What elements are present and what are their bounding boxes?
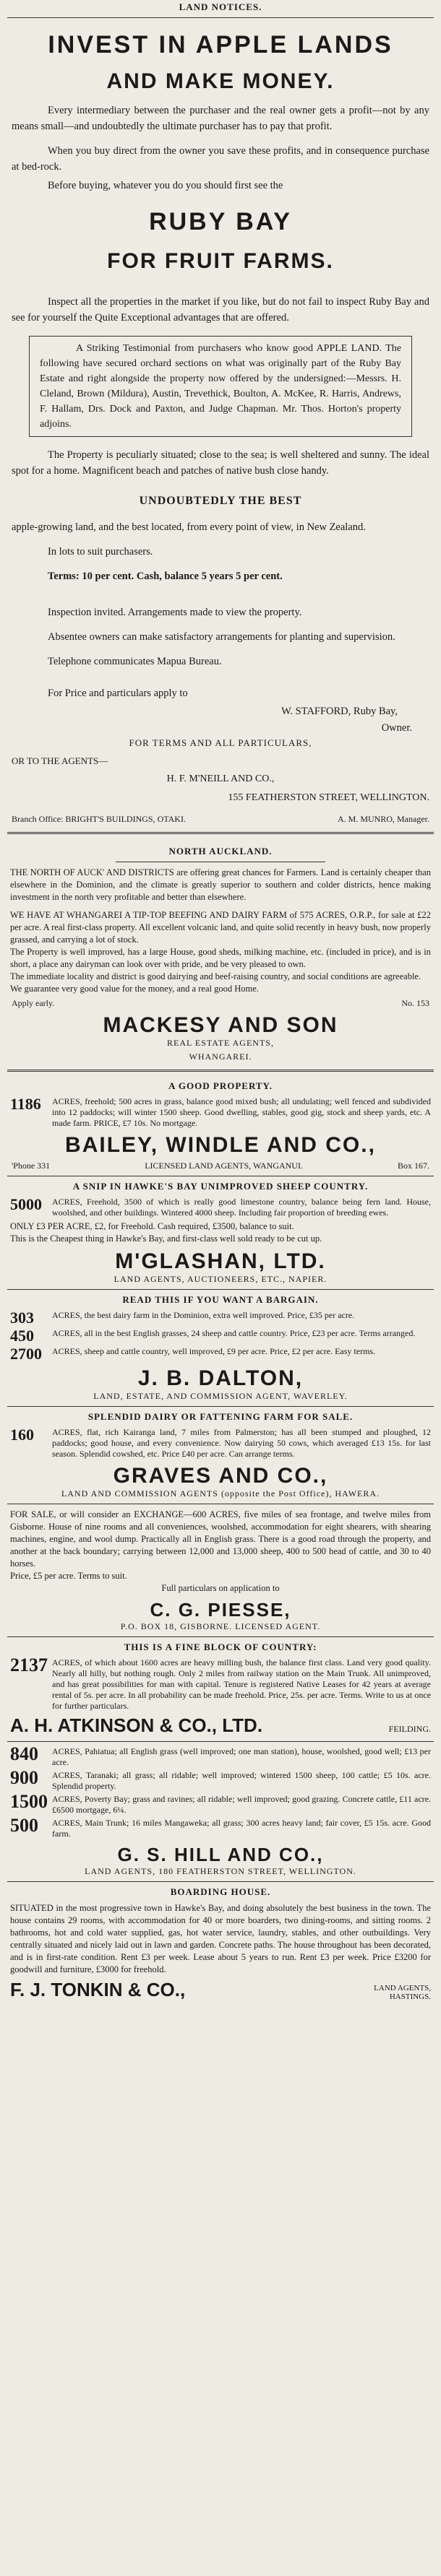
acreage: 900 — [10, 1767, 38, 1788]
paragraph: THE NORTH OF AUCK' AND DISTRICTS are offering great chances for Farmers. Land is certainly cheaper than elsewhere in the Dominion, and the climate is greatly superior to southern and colder districts, hence making investment in the north very profitable and better than elsewhere. — [10, 867, 431, 902]
listing-text: ACRES, Main Trunk; 16 miles Mangaweka; all grass; 300 acres heavy land; fair cover, £5 15s. acre. Good farm. — [52, 1818, 431, 1839]
acreage: 500 — [10, 1815, 38, 1836]
phone: 'Phone 331 — [12, 1161, 51, 1171]
apply-row — [12, 998, 429, 1009]
agent-name: G. S. HILL AND CO., — [117, 1844, 324, 1865]
divider — [7, 1289, 434, 1290]
acreage: 1500 — [10, 1791, 48, 1812]
advert-number: No. 153 — [401, 998, 429, 1008]
listing-text: ACRES, Taranaki; all grass; all ridable; well improved; wintered 1500 sheep, 100 cattle; £5 10s. acre. Splendid property. — [52, 1770, 431, 1791]
header-rule — [7, 17, 434, 18]
listing-row — [10, 1743, 431, 1768]
agent-row — [10, 1979, 431, 2001]
advert-subheadline: AND MAKE MONEY. — [106, 69, 335, 93]
advert-title: SPLENDID DAIRY OR FATTENING FARM FOR SALE. — [87, 1411, 354, 1422]
acreage: 5000 — [10, 1195, 42, 1213]
acreage: 160 — [10, 1426, 34, 1444]
listing-text: ACRES, Pahiatua; all English grass (well improved; one man station), house, woolshed, good well; £13 per acre. — [52, 1746, 431, 1767]
listing-text: ACRES, of which about 1600 acres are heavy milling bush, the balance first class. Land very good quality. Nearly all hilly, but nothing rough. Only 2 miles from railway station on the Main Trunk. All unimproved, and has great possibilities for man with capital. Tenure is registered Native Leases for 42 years at average rental of 5s. per acre. In all probability can be made freehold. Price, 25s. per acre. Terms. Write to us at once for further particulars. — [52, 1657, 431, 1711]
acreage: 2700 — [10, 1345, 42, 1363]
listing-row — [10, 1427, 431, 1460]
dalton-advert — [0, 1294, 441, 1402]
agent-name: C. G. PIESSE, — [150, 1599, 291, 1621]
listing-text: ACRES, Poverty Bay; grass and ravines; all ridable; well improved; good grazing. Concrete cattle, £11 acre. £6500 mortgage, 6¼. — [52, 1794, 431, 1815]
acreage: 2137 — [10, 1655, 48, 1675]
ruby-bay-heading: RUBY BAY — [149, 208, 292, 235]
listing-text: ACRES, freehold; 500 acres in grass, balance good mixed bush; all undulating; well fenced and subdivided into 12 paddocks; will winter 1500 sheep. Good dwelling, stables, good gig, stock and sheep yards, etc. A made farm. PRICE, £7 10s. No mortgage. — [52, 1096, 431, 1128]
graves-advert — [0, 1411, 441, 1499]
agent-name: BAILEY, WINDLE AND CO., — [65, 1133, 376, 1157]
agent-town: FEILDING. — [388, 1724, 431, 1734]
advert-title: NORTH AUCKLAND. — [168, 846, 273, 857]
listing-row — [10, 1657, 431, 1712]
advert-title: READ THIS IF YOU WANT A BARGAIN. — [122, 1294, 319, 1305]
acreage: 450 — [10, 1327, 34, 1345]
agent-name: GRAVES AND CO., — [113, 1464, 328, 1488]
agent-details — [374, 1984, 431, 2001]
divider — [7, 1741, 434, 1742]
agent-name: F. J. TONKIN & CO., — [10, 1979, 186, 2000]
listing-row — [10, 1815, 431, 1839]
agent-name: J. B. DALTON, — [137, 1366, 304, 1390]
divider — [7, 1406, 434, 1407]
advert-title: A SNIP IN HAWKE'S BAY UNIMPROVED SHEEP COUNTRY. — [72, 1181, 369, 1192]
owner-signature — [0, 706, 398, 718]
paragraph: The immediate locality and district is good dairying and beef-raising country, and social conditions are agreeable. — [10, 971, 421, 981]
divider — [7, 832, 434, 834]
agent-subtitle: REAL ESTATE AGENTS, — [167, 1038, 274, 1048]
hawkes-bay-advert — [0, 1181, 441, 1285]
agent-row — [12, 1161, 429, 1171]
agent-subtitle: LAND AGENTS, 180 FEATHERSTON STREET, WELLINGTON. — [85, 1866, 356, 1876]
paragraph: apple-growing land, and the best located, from every point of view, in New Zealand. — [12, 521, 366, 533]
agent-address: 155 FEATHERSTON STREET, WELLINGTON. — [228, 792, 429, 803]
listing-row — [10, 1346, 431, 1362]
owner-name: W. STAFFORD, Ruby Bay, — [281, 706, 398, 717]
agent-name: MACKESY AND SON — [103, 1013, 338, 1037]
divider — [7, 1881, 434, 1882]
branch-row — [12, 814, 429, 825]
listing-text: ACRES, sheep and cattle country, well improved, £9 per acre. Price, £2 per acre. Easy terms. — [52, 1346, 376, 1356]
ruby-bay-advert — [0, 31, 441, 825]
apply-early: Apply early. — [12, 998, 55, 1008]
agent-name: M'GLASHAN, LTD. — [115, 1249, 326, 1273]
advert-headline: INVEST IN APPLE LANDS — [48, 31, 393, 58]
advert-title: THIS IS A FINE BLOCK OF COUNTRY: — [124, 1642, 317, 1652]
paragraph: Every intermediary between the purchaser and the real owner gets a profit—not by any means small—and undoubtedly the ultimate purchaser has to pay that profit. — [12, 105, 429, 132]
north-auckland-advert — [0, 846, 441, 1062]
paragraph: For Price and particulars apply to — [48, 688, 188, 699]
acreage: 1186 — [10, 1095, 41, 1113]
atkinson-advert — [0, 1642, 441, 1737]
testimonial-box — [29, 336, 412, 437]
listing-text: FOR SALE, or will consider an EXCHANGE—600 ACRES, five miles of sea frontage, and twelve miles from Gisborne. House of nine rooms and all conveniences, woolshed, accommodation for eight shearers, with shearing machines, engine, and wool dump. Practically all in English grass. There is a good road through the property, and another at the back boundary; carrying between 12,000 and 13,000 sheep, 400 to 500 head of cattle, and 30 to 40 horses. — [10, 1509, 431, 1569]
paragraph: When you buy direct from the owner you save these profits, and in consequence purchase at bed-rock. — [12, 145, 429, 173]
agent-town: WHANGAREI. — [189, 1051, 252, 1062]
piesse-advert — [0, 1509, 441, 1632]
section-header: LAND NOTICES. — [179, 1, 262, 12]
paragraph: Before buying, whatever you do you should first see the — [48, 180, 283, 191]
price-line: ONLY £3 PER ACRE, £2, for Freehold. Cash required, £3500, balance to suit. — [10, 1221, 294, 1231]
fruit-farms-heading: FOR FRUIT FARMS. — [107, 249, 334, 273]
listing-text: ACRES, the best dairy farm in the Dominion, extra well improved. Price, £35 per acre. — [52, 1310, 355, 1320]
agent-town: HASTINGS. — [389, 1992, 431, 2001]
listing-row — [10, 1767, 431, 1792]
paragraph: The Property is peculiarly situated; close to the sea; is well sheltered and sunny. The ideal spot for a home. Magnificent beach and patches of native bush close handy. — [12, 449, 429, 477]
listing-row — [10, 1328, 431, 1344]
divider — [7, 1636, 434, 1637]
paragraph: Absentee owners can make satisfactory arrangements for planting and supervision. — [48, 631, 395, 643]
tonkin-advert — [0, 1886, 441, 2001]
listing-row — [10, 1197, 431, 1218]
owner-tag: Owner. — [381, 722, 412, 734]
terms-particulars: FOR TERMS AND ALL PARTICULARS, — [129, 737, 312, 748]
listing-text: ACRES, Freehold, 3500 of which is really good limestone country, balance being fern land. House, woolshed, and other buildings. Wintered 4000 sheep. Including fair proportion of breeding ewes. — [52, 1197, 431, 1218]
paragraph: In lots to suit purchasers. — [48, 546, 153, 558]
hill-advert — [0, 1743, 441, 1877]
paragraph: Telephone communicates Mapua Bureau. — [48, 656, 222, 667]
agent-subtitle: LAND AGENTS, AUCTIONEERS, ETC., NAPIER. — [114, 1274, 327, 1284]
agent-subtitle: LICENSED LAND AGENTS, WANGANUI. — [145, 1161, 303, 1171]
or-agents: OR TO THE AGENTS— — [12, 755, 108, 766]
box-number: Box 167. — [397, 1161, 429, 1171]
bailey-advert — [0, 1080, 441, 1171]
paragraph: The Property is well improved, has a large House, good sheds, milking machine, etc. (included in price), and is in short, a place any dairyman can look over with pride, and be very pleased to own. — [10, 947, 431, 969]
agent-name: H. F. M'NEILL AND CO., — [166, 773, 275, 784]
listing-text: ACRES, all in the best English grasses, 24 sheep and cattle country. Price, £23 per acre. Terms arranged. — [52, 1328, 416, 1338]
listing-text: SITUATED in the most progressive town in Hawke's Bay, and doing absolutely the best business in the town. The house contains 29 rooms, with accommodation for 40 or more boarders, two dining-rooms, and sitting rooms. 2 bathrooms, hot and cold water supplied, gas, hot water service, laundry, stables, and other outbuildings. Very centrally situated and nicely laid out in lawn and garden. Concrete paths. The house throughout has been decorated, and is in first-rate condition. Rent £3 per week. Lease about 5 years to run. Rent £3 per week. Price £3200 for goodwill and furniture, £3000 for freehold. — [10, 1903, 431, 1974]
agent-subtitle: P.O. BOX 18, GISBORNE. LICENSED AGENT. — [120, 1621, 321, 1631]
agent-row — [10, 1714, 431, 1737]
manager: A. M. MUNRO, Manager. — [338, 814, 429, 824]
agent-subtitle: LAND AND COMMISSION AGENTS (opposite the Post Office), HAWERA. — [61, 1488, 380, 1499]
best-subheading: UNDOUBTEDLY THE BEST — [139, 495, 302, 507]
divider — [7, 1070, 434, 1072]
agent-subtitle: LAND AGENTS, — [374, 1984, 431, 1992]
price-line: Price, £5 per acre. Terms to suit. — [10, 1571, 127, 1581]
branch-office: Branch Office: BRIGHT'S BUILDINGS, OTAKI. — [12, 814, 186, 824]
listing-row — [10, 1096, 431, 1129]
listing-row — [10, 1791, 431, 1816]
terms-line: Terms: 10 per cent. Cash, balance 5 years 5 per cent. — [48, 571, 283, 582]
listing-row — [10, 1310, 431, 1326]
note-line: This is the Cheapest thing in Hawke's Bay, and first-class well sold ready to be cut up. — [10, 1233, 322, 1244]
owner-tag-row — [0, 722, 412, 734]
acreage: 303 — [10, 1309, 34, 1327]
advert-title: A GOOD PROPERTY. — [168, 1080, 273, 1091]
agent-name: A. H. ATKINSON & CO., LTD. — [10, 1714, 263, 1736]
particulars-line: Full particulars on application to — [161, 1583, 280, 1593]
agent-subtitle: LAND, ESTATE, AND COMMISSION AGENT, WAVERLEY. — [93, 1391, 348, 1401]
paragraph: Inspect all the properties in the market if you like, but do not fail to inspect Ruby Bay and see for yourself the Quite Exceptional advantages that are offered. — [12, 296, 429, 324]
paragraph: We guarantee very good value for the money, and a real good Home. — [10, 984, 259, 994]
paragraph: WE HAVE AT WHANGAREI A TIP-TOP BEEFING AND DAIRY FARM of 575 ACRES, O.R.P., for sale at £22 per acre. A real first-class property. All excellent volcanic land, and quite solid recently in heavy bush, now properly grassed, and carrying a lot of stock. — [10, 910, 431, 945]
paragraph: Inspection invited. Arrangements made to view the property. — [48, 607, 302, 618]
advert-title: BOARDING HOUSE. — [170, 1886, 271, 1897]
listing-text: ACRES, flat, rich Kairanga land, 7 miles from Palmerston; has all been stumped and ploughed, 12 paddocks; good house, and every convenience. Now dairying 50 cows, which averaged £13 15s. for last season. Splendid cowshed, etc. Price £40 per acre. Can arrange terms. — [52, 1427, 431, 1459]
acreage: 840 — [10, 1743, 38, 1764]
testimonial-text: A Striking Testimonial from purchasers who know good APPLE LAND. The following have secured orchard sections on what was originally part of the Ruby Bay Estate and right alongside the property now offered by the undersigned:—Messrs. H. Cleland, Brown (Mildura), Austin, Trevethick, Boulton, A. McKee, R. Harris, Andrews, F. Hallam, Drs. Dock and Paxton, and Judge Chapman. Mr. Thos. Horton's property adjoins. — [40, 343, 401, 430]
